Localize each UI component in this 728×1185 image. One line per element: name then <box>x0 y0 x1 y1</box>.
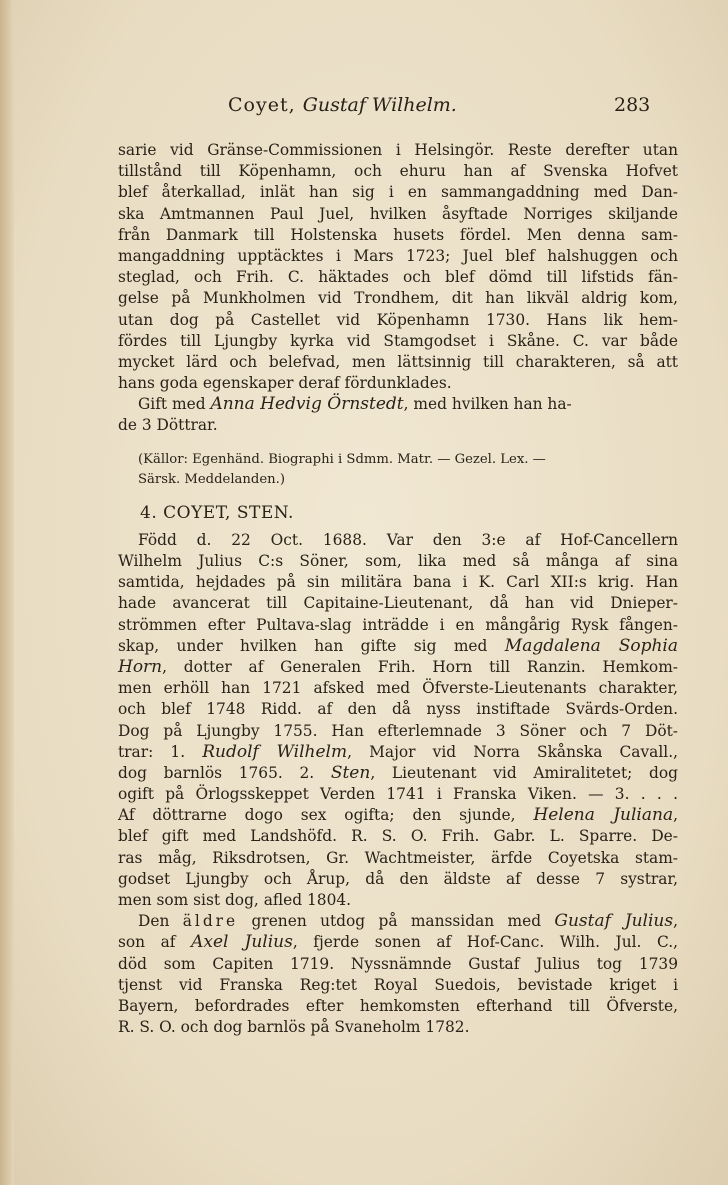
text-line: Född d. 22 Oct. 1688. Var den 3:e af Hof-Cancellern <box>138 530 678 549</box>
text-span: Den <box>138 912 170 931</box>
married-suffix: , med hvilken han ha- <box>403 395 572 414</box>
text-line: blef återkallad, inlät han sig i en sammangaddning med Dan- <box>118 183 678 202</box>
text-line: strömmen efter Pultava-slag inträdde i en mångårig Rysk fången- <box>118 615 678 634</box>
text-line: hade avancerat till Capitaine-Lieutenant, då han vid Dnieper- <box>118 594 678 613</box>
text-line: Wilhelm Julius C:s Söner, som, lika med så många af sina <box>118 552 678 570</box>
text-line: Bayern, befordrades efter hemkomsten efterhand till Öfverste, <box>118 996 678 1015</box>
text-line: tjenst vid Franska Reg:tet Royal Suedois, bevistade kriget i <box>118 975 678 994</box>
text-line <box>118 805 678 826</box>
text-span: grenen utdog på manssidan med <box>251 912 542 931</box>
page-edge <box>0 0 14 1185</box>
text-line <box>118 911 678 932</box>
text-line <box>118 932 678 953</box>
text-line: tillstånd till Köpenhamn, och ehuru han af Svenska Hofvet <box>118 162 678 181</box>
text-line: gelse på Munkholmen vid Trondhem, dit han likväl aldrig kom, <box>118 289 678 308</box>
text-span: , Lieutenant vid Amiralitetet; dog <box>370 763 678 782</box>
married-line <box>118 394 678 415</box>
married-prefix: Gift med <box>138 395 206 414</box>
text-span: , fjerde sonen af Hof-Canc. Wilh. Jul. C., <box>292 933 678 952</box>
person-name: Rudolf Wilhelm <box>202 741 348 762</box>
running-title-given-names: Gustaf Wilhelm. <box>302 94 457 116</box>
person-name: Gustaf Julius <box>554 911 674 932</box>
text-line: steglad, och Frih. C. häktades och blef dömd till lifstids fän- <box>118 268 678 287</box>
text-line <box>118 636 678 657</box>
sources-line: (Källor: Egenhänd. Biographi i Sdmm. Matr. — Gezel. Lex. — <box>138 451 546 467</box>
text-line: död som Capiten 1719. Nyssnämnde Gustaf Julius tog 1739 <box>118 954 678 973</box>
text-span: dog barnlös 1765. 2. <box>118 763 315 782</box>
text-line: ras måg, Riksdrotsen, Gr. Wachtmeister, ärfde Coyetska stam- <box>118 848 678 867</box>
text-line: R. S. O. och dog barnlös på Svaneholm 1782. <box>118 1018 470 1037</box>
text-span: , Major vid Norra Skånska Cavall., <box>347 742 678 761</box>
text-line: Dog på Ljungby 1755. Han efterlemnade 3 Söner och 7 Döt- <box>118 721 678 740</box>
text-line: och blef 1748 Ridd. af den då nyss instiftade Svärds-Orden. <box>118 700 678 719</box>
text-line: utan dog på Castellet vid Köpenhamn 1730. Hans lik hem- <box>118 310 678 329</box>
text-line: mangaddning upptäcktes i Mars 1723; Juel blef halshuggen och <box>118 246 678 265</box>
running-title-surname: Coyet, <box>228 94 296 116</box>
text-line <box>118 657 678 678</box>
text-line: sarie vid Gränse-Commissionen i Helsingör. Reste derefter utan <box>118 141 678 159</box>
text-line: hans goda egenskaper deraf fördunklades. <box>118 374 452 393</box>
person-name: Helena Juliana <box>533 805 674 826</box>
text-span: , dotter af Generalen Frih. Horn till Ranzin. Hemkom- <box>162 657 678 676</box>
text-span: , <box>673 806 678 825</box>
text-line: mycket lärd och belefvad, men lättsinnig till charakteren, så att <box>118 352 678 371</box>
running-title <box>228 94 457 116</box>
text-line: fördes till Ljungby kyrka vid Stamgodset i Skåne. C. var både <box>118 331 678 350</box>
text-line: godset Ljungby och Årup, då den äldste af desse 7 systrar, <box>118 869 678 888</box>
person-name: Magdalena Sophia <box>504 635 678 656</box>
person-name: Axel Julius <box>191 932 293 953</box>
person-name: Sten <box>330 762 371 783</box>
text-line: men erhöll han 1721 afsked med Öfverste-Lieutenants charakter, <box>118 679 678 698</box>
text-line <box>118 742 678 763</box>
text-line: men som sist dog, afled 1804. <box>118 891 352 909</box>
sources-note <box>118 450 678 490</box>
text-line: samtida, hejdades på sin militära bana i K. Carl XII:s krig. Han <box>118 573 678 592</box>
text-line <box>118 763 678 784</box>
text-span: son af <box>118 933 176 952</box>
page-number: 283 <box>614 94 651 116</box>
person-name: Horn <box>118 656 163 677</box>
text-span: , <box>673 912 678 931</box>
text-line: ogift på Örlogsskeppet Verden 1741 i Franska Viken. — 3. . . . <box>118 785 678 804</box>
text-span: Af döttrarne dogo sex ogifta; den sjunde, <box>118 806 516 825</box>
spacer <box>118 437 678 450</box>
spouse-name: Anna Hedvig Örnstedt <box>210 394 404 415</box>
spacer <box>118 490 678 503</box>
section-heading: 4. COYET, STEN. <box>140 502 294 523</box>
text-span: skap, under hvilken han gifte sig med <box>118 636 488 655</box>
text-line: de 3 Döttrar. <box>118 416 218 435</box>
text-line: blef gift med Landshöfd. R. S. O. Frih. Gabr. L. Sparre. De- <box>118 827 678 846</box>
sources-line: Särsk. Meddelanden.) <box>138 471 285 487</box>
running-header <box>0 94 728 120</box>
text-line: ska Amtmannen Paul Juel, hvilken åsyftade Norriges skiljande <box>118 204 678 223</box>
body-text <box>118 140 678 1038</box>
text-line: från Danmark till Holstenska husets fördel. Men denna sam- <box>118 225 678 244</box>
text-span: trar: 1. <box>118 742 186 761</box>
spaced-word: äldre <box>182 912 239 931</box>
